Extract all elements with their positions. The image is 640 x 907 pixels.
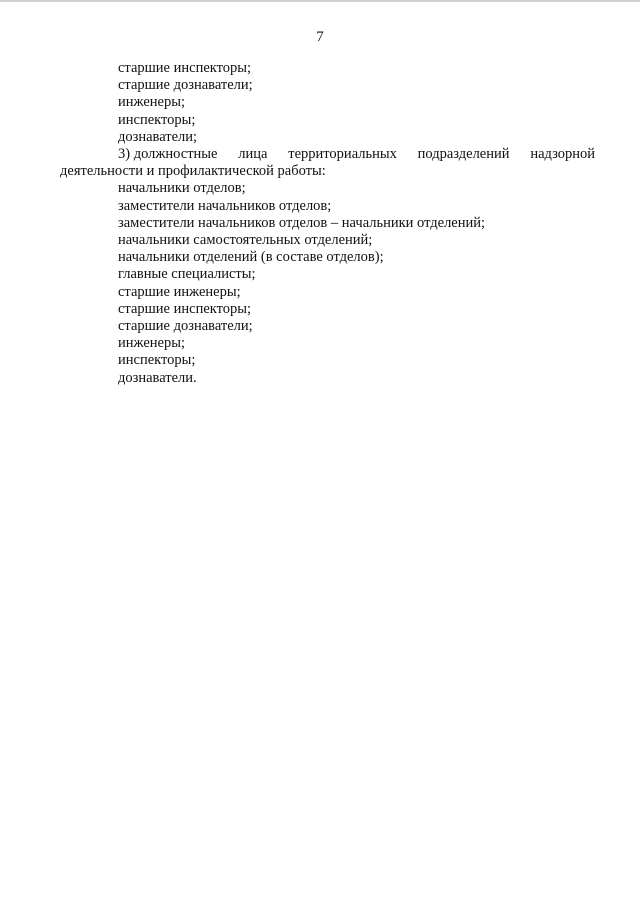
- section-3-heading-line-1: [60, 146, 595, 163]
- section-3-word: подразделений: [417, 146, 510, 163]
- list-item: главные специалисты;: [118, 266, 256, 283]
- list-item: старшие инспекторы;: [118, 60, 252, 76]
- document-body: [60, 60, 595, 387]
- section-3-word: надзорной: [530, 146, 595, 163]
- section-3-word: 3) должностные: [118, 146, 218, 163]
- section-3-word: лица: [238, 146, 268, 163]
- list-item: начальники отделений (в составе отделов);: [118, 249, 384, 266]
- list-item: дознаватели;: [118, 128, 198, 145]
- list-item: начальники отделов;: [118, 180, 246, 197]
- list-item: заместители начальников отделов;: [118, 197, 332, 214]
- list-item: инженеры;: [118, 94, 185, 111]
- list-item: старшие инженеры;: [118, 283, 241, 300]
- list-item: инженеры;: [118, 335, 185, 352]
- list-item: инспекторы;: [118, 111, 196, 128]
- list-item: начальники самостоятельных отделений;: [118, 232, 373, 249]
- list-item: старшие дознаватели;: [118, 77, 253, 94]
- section-3-word: территориальных: [288, 146, 397, 163]
- page-number: 7: [316, 29, 324, 45]
- list-item: старшие инспекторы;: [118, 300, 252, 317]
- section-3-heading-line-2: деятельности и профилактической работы:: [60, 163, 326, 180]
- page-top-edge: [0, 0, 640, 2]
- list-item: старшие дознаватели;: [118, 318, 253, 335]
- list-item: инспекторы;: [118, 352, 196, 369]
- list-item: заместители начальников отделов – начальники отделений;: [118, 214, 486, 231]
- list-item: дознаватели.: [118, 369, 197, 386]
